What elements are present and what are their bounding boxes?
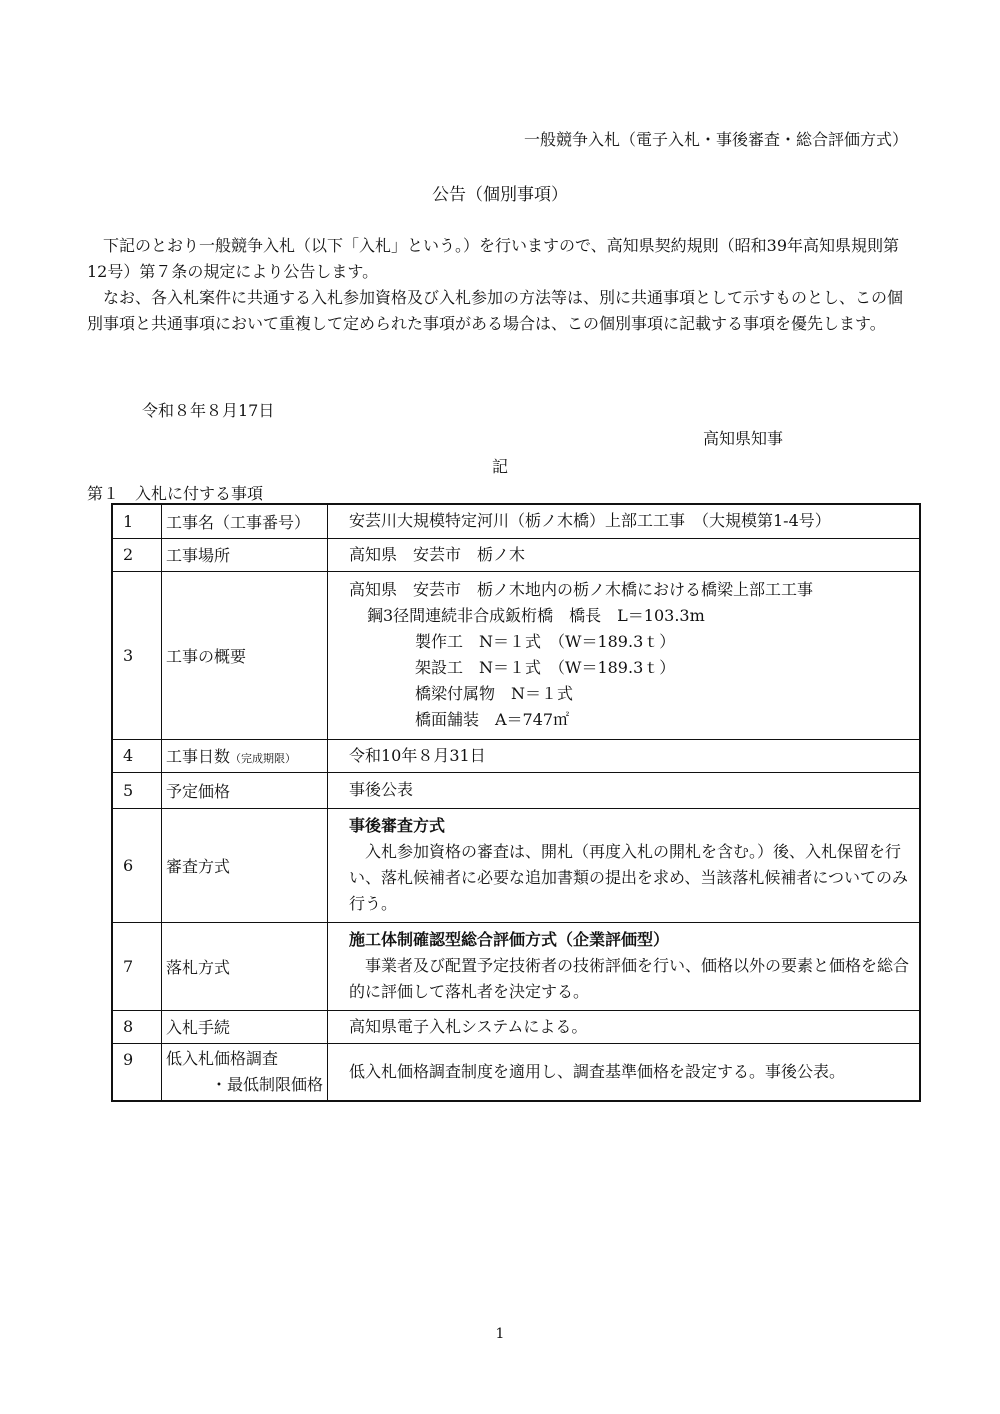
table-row — [112, 1043, 920, 1101]
row-label: 予定価格 — [162, 772, 328, 808]
table-row — [112, 739, 920, 772]
overview-line: 高知県 安芸市 栃ノ木地内の栃ノ木橋における橋梁上部工工事 — [349, 580, 814, 599]
row-number: 7 — [112, 922, 162, 1010]
row-number: 6 — [112, 808, 162, 922]
issuer: 高知県知事 — [703, 429, 784, 448]
row-label: 工事名（工事番号） — [162, 504, 328, 538]
row-label: 入札手続 — [162, 1010, 328, 1043]
table-row — [112, 772, 920, 808]
row-label-main: 工事日数 — [166, 747, 231, 766]
table-row — [112, 538, 920, 571]
intro-paragraph-1: 下記のとおり一般競争入札（以下「入札」という。）を行いますので、高知県契約規則（昭和39年高知県規則第12号）第７条の規定により公告します。 — [87, 236, 900, 281]
table-row — [112, 571, 920, 739]
row-value-text: 入札参加資格の審査は、開札（再度入札の開札を含む。）後、入札保留を行い、落札候補者に必要な追加書類の提出を求め、当該落札候補者についてのみ行う。 — [349, 842, 909, 913]
row-number: 3 — [112, 571, 162, 739]
section-heading: 第１ 入札に付する事項 — [87, 484, 264, 503]
row-label: 落札方式 — [162, 922, 328, 1010]
notice-category: 一般競争入札（電子入札・事後審査・総合評価方式） — [523, 130, 908, 149]
row-label-main: 低入札価格調査 — [166, 1048, 279, 1068]
overview-line: 架設工 N＝１式 （W＝189.3ｔ） — [415, 658, 676, 677]
row-number: 9 — [112, 1043, 162, 1101]
row-value-heading: 事後審査方式 — [349, 816, 446, 835]
page-number: 1 — [495, 1326, 505, 1342]
row-value — [328, 808, 921, 922]
row-value: 事後公表 — [328, 772, 921, 808]
overview-line: 製作工 N＝１式 （W＝189.3ｔ） — [415, 632, 676, 651]
row-number: 2 — [112, 538, 162, 571]
row-label-note: （完成期限） — [230, 752, 297, 765]
row-number: 1 — [112, 504, 162, 538]
row-value: 安芸川大規模特定河川（栃ノ木橋）上部工工事 （大規模第1-4号） — [328, 504, 921, 538]
overview-line: 鋼3径間連続非合成鈑桁橋 橋長 L＝103.3m — [367, 606, 705, 625]
row-label — [162, 739, 328, 772]
row-value — [328, 571, 921, 739]
ki-mark: 記 — [492, 457, 509, 476]
row-number: 4 — [112, 739, 162, 772]
intro-paragraph-2: なお、各入札案件に共通する入札参加資格及び入札参加の方法等は、別に共通事項として示すものとし、この個別事項と共通事項において重複して定められた事項がある場合は、この個別事項に記載する事項を優先します。 — [87, 288, 904, 333]
items-table — [111, 503, 921, 1102]
row-value: 低入札価格調査制度を適用し、調査基準価格を設定する。事後公表。 — [328, 1043, 921, 1101]
row-value: 令和10年８月31日 — [328, 739, 921, 772]
table-row — [112, 808, 920, 922]
table-row — [112, 1010, 920, 1043]
row-number: 5 — [112, 772, 162, 808]
notice-date: 令和８年８月17日 — [142, 401, 275, 420]
page-title: 公告（個別事項） — [432, 185, 568, 205]
row-label: 工事場所 — [162, 538, 328, 571]
table-row — [112, 922, 920, 1010]
table-row — [112, 504, 920, 538]
overview-line: 橋面舗装 A＝747㎡ — [415, 710, 570, 729]
row-label: 審査方式 — [162, 808, 328, 922]
row-label: 工事の概要 — [162, 571, 328, 739]
row-value: 高知県電子入札システムによる。 — [328, 1010, 921, 1043]
row-value — [328, 922, 921, 1010]
row-value-heading: 施工体制確認型総合評価方式（企業評価型） — [349, 930, 670, 949]
row-value: 高知県 安芸市 栃ノ木 — [328, 538, 921, 571]
overview-line: 橋梁付属物 N＝１式 — [415, 684, 574, 703]
row-label — [162, 1043, 328, 1101]
row-value-text: 事業者及び配置予定技術者の技術評価を行い、価格以外の要素と価格を総合的に評価して落札者を決定する。 — [349, 956, 910, 1001]
row-number: 8 — [112, 1010, 162, 1043]
row-label-sub: ・最低制限価格 — [210, 1074, 323, 1094]
